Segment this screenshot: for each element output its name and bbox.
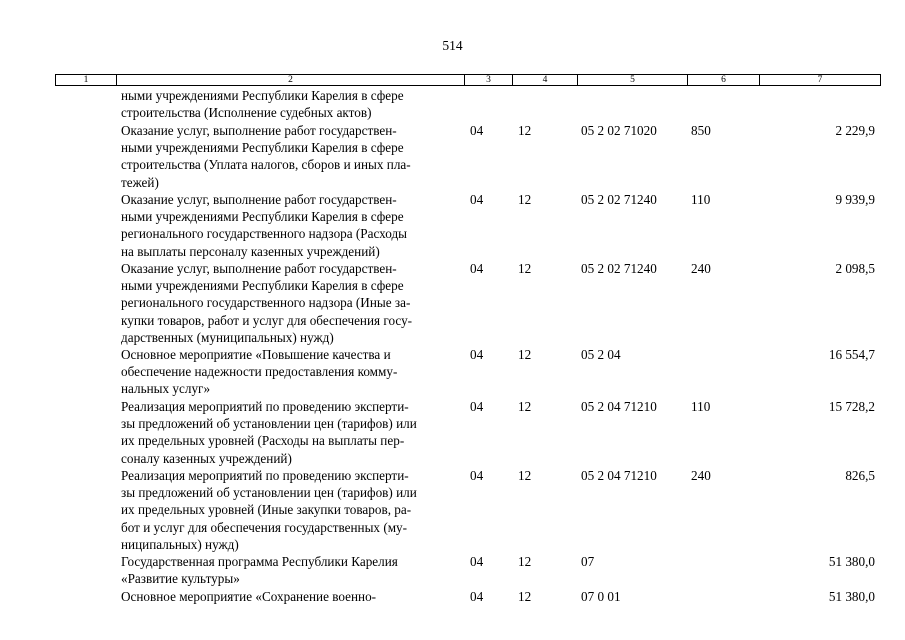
row-target-code: 05 2 02 71240 bbox=[581, 192, 657, 207]
row-expense-type: 240 bbox=[691, 468, 711, 483]
row-target-code: 05 2 02 71020 bbox=[581, 123, 657, 138]
row-target-code: 05 2 04 71210 bbox=[581, 399, 657, 414]
row-section: 04 bbox=[470, 192, 484, 207]
row-subsection: 12 bbox=[518, 261, 532, 276]
row-amount: 16 554,7 bbox=[828, 347, 875, 362]
row-amount: 51 380,0 bbox=[828, 554, 875, 569]
row-subsection: 12 bbox=[518, 123, 532, 138]
row-description: Основное мероприятие «Сохранение военно- bbox=[121, 589, 377, 604]
row-target-code: 07 0 01 bbox=[581, 589, 621, 604]
row-target-code: 07 bbox=[581, 554, 595, 569]
header-col-1: 1 bbox=[56, 75, 117, 86]
header-col-5: 5 bbox=[578, 75, 688, 86]
row-section: 04 bbox=[470, 589, 484, 604]
row-amount: 15 728,2 bbox=[828, 399, 875, 414]
row-target-code: 05 2 04 bbox=[581, 347, 621, 362]
row-subsection: 12 bbox=[518, 468, 532, 483]
row-description: Оказание услуг, выполнение работ государствен- ными учреждениями Республики Карелия в сфере регионального государственного надзора (Иные за- купки товаров, работ и услуг для обеспечения госу- дарственных (муниципальных) нужд) bbox=[121, 261, 413, 345]
row-description: Государственная программа Республики Карелия «Развитие культуры» bbox=[121, 554, 398, 587]
header-col-3: 3 bbox=[465, 75, 513, 86]
page-number: 514 bbox=[442, 38, 463, 53]
header-col-6: 6 bbox=[688, 75, 760, 86]
row-amount: 9 939,9 bbox=[835, 192, 875, 207]
header-col-7: 7 bbox=[760, 75, 881, 86]
row-target-code: 05 2 04 71210 bbox=[581, 468, 657, 483]
row-subsection: 12 bbox=[518, 554, 532, 569]
row-description: Реализация мероприятий по проведению эксперти- зы предложений об установлении цен (тарифов) или их предельных уровней (Иные закупки товаров, ра- бот и услуг для обеспечения государственных (му- ниципальных) нужд) bbox=[121, 468, 417, 552]
row-section: 04 bbox=[470, 261, 484, 276]
row-description: Оказание услуг, выполнение работ государствен- ными учреждениями Республики Карелия в сфере строительства (Уплата налогов, сборов и иных пла- тежей) bbox=[121, 123, 411, 190]
row-section: 04 bbox=[470, 123, 484, 138]
header-col-2: 2 bbox=[117, 75, 465, 86]
row-description: Реализация мероприятий по проведению эксперти- зы предложений об установлении цен (тарифов) или их предельных уровней (Расходы на выплаты пер- соналу казенных учреждений) bbox=[121, 399, 417, 466]
row-subsection: 12 bbox=[518, 589, 532, 604]
row-section: 04 bbox=[470, 399, 484, 414]
row-expense-type: 240 bbox=[691, 261, 711, 276]
row-amount: 2 098,5 bbox=[835, 261, 875, 276]
row-section: 04 bbox=[470, 347, 484, 362]
row-amount: 51 380,0 bbox=[828, 589, 875, 604]
row-description: ными учреждениями Республики Карелия в сфере строительства (Исполнение судебных актов) bbox=[121, 88, 404, 121]
row-section: 04 bbox=[470, 468, 484, 483]
row-subsection: 12 bbox=[518, 192, 532, 207]
table-header bbox=[55, 74, 881, 86]
header-col-4: 4 bbox=[513, 75, 578, 86]
row-description: Основное мероприятие «Повышение качества и обеспечение надежности предоставления комму- нальных услуг» bbox=[121, 347, 398, 397]
row-expense-type: 110 bbox=[691, 192, 711, 207]
row-expense-type: 110 bbox=[691, 399, 711, 414]
row-subsection: 12 bbox=[518, 347, 532, 362]
row-amount: 826,5 bbox=[845, 468, 875, 483]
row-description: Оказание услуг, выполнение работ государствен- ными учреждениями Республики Карелия в сфере регионального государственного надзора (Расходы на выплаты персоналу казенных учреждений) bbox=[121, 192, 408, 259]
row-target-code: 05 2 02 71240 bbox=[581, 261, 657, 276]
row-section: 04 bbox=[470, 554, 484, 569]
row-expense-type: 850 bbox=[691, 123, 711, 138]
row-subsection: 12 bbox=[518, 399, 532, 414]
row-amount: 2 229,9 bbox=[835, 123, 875, 138]
